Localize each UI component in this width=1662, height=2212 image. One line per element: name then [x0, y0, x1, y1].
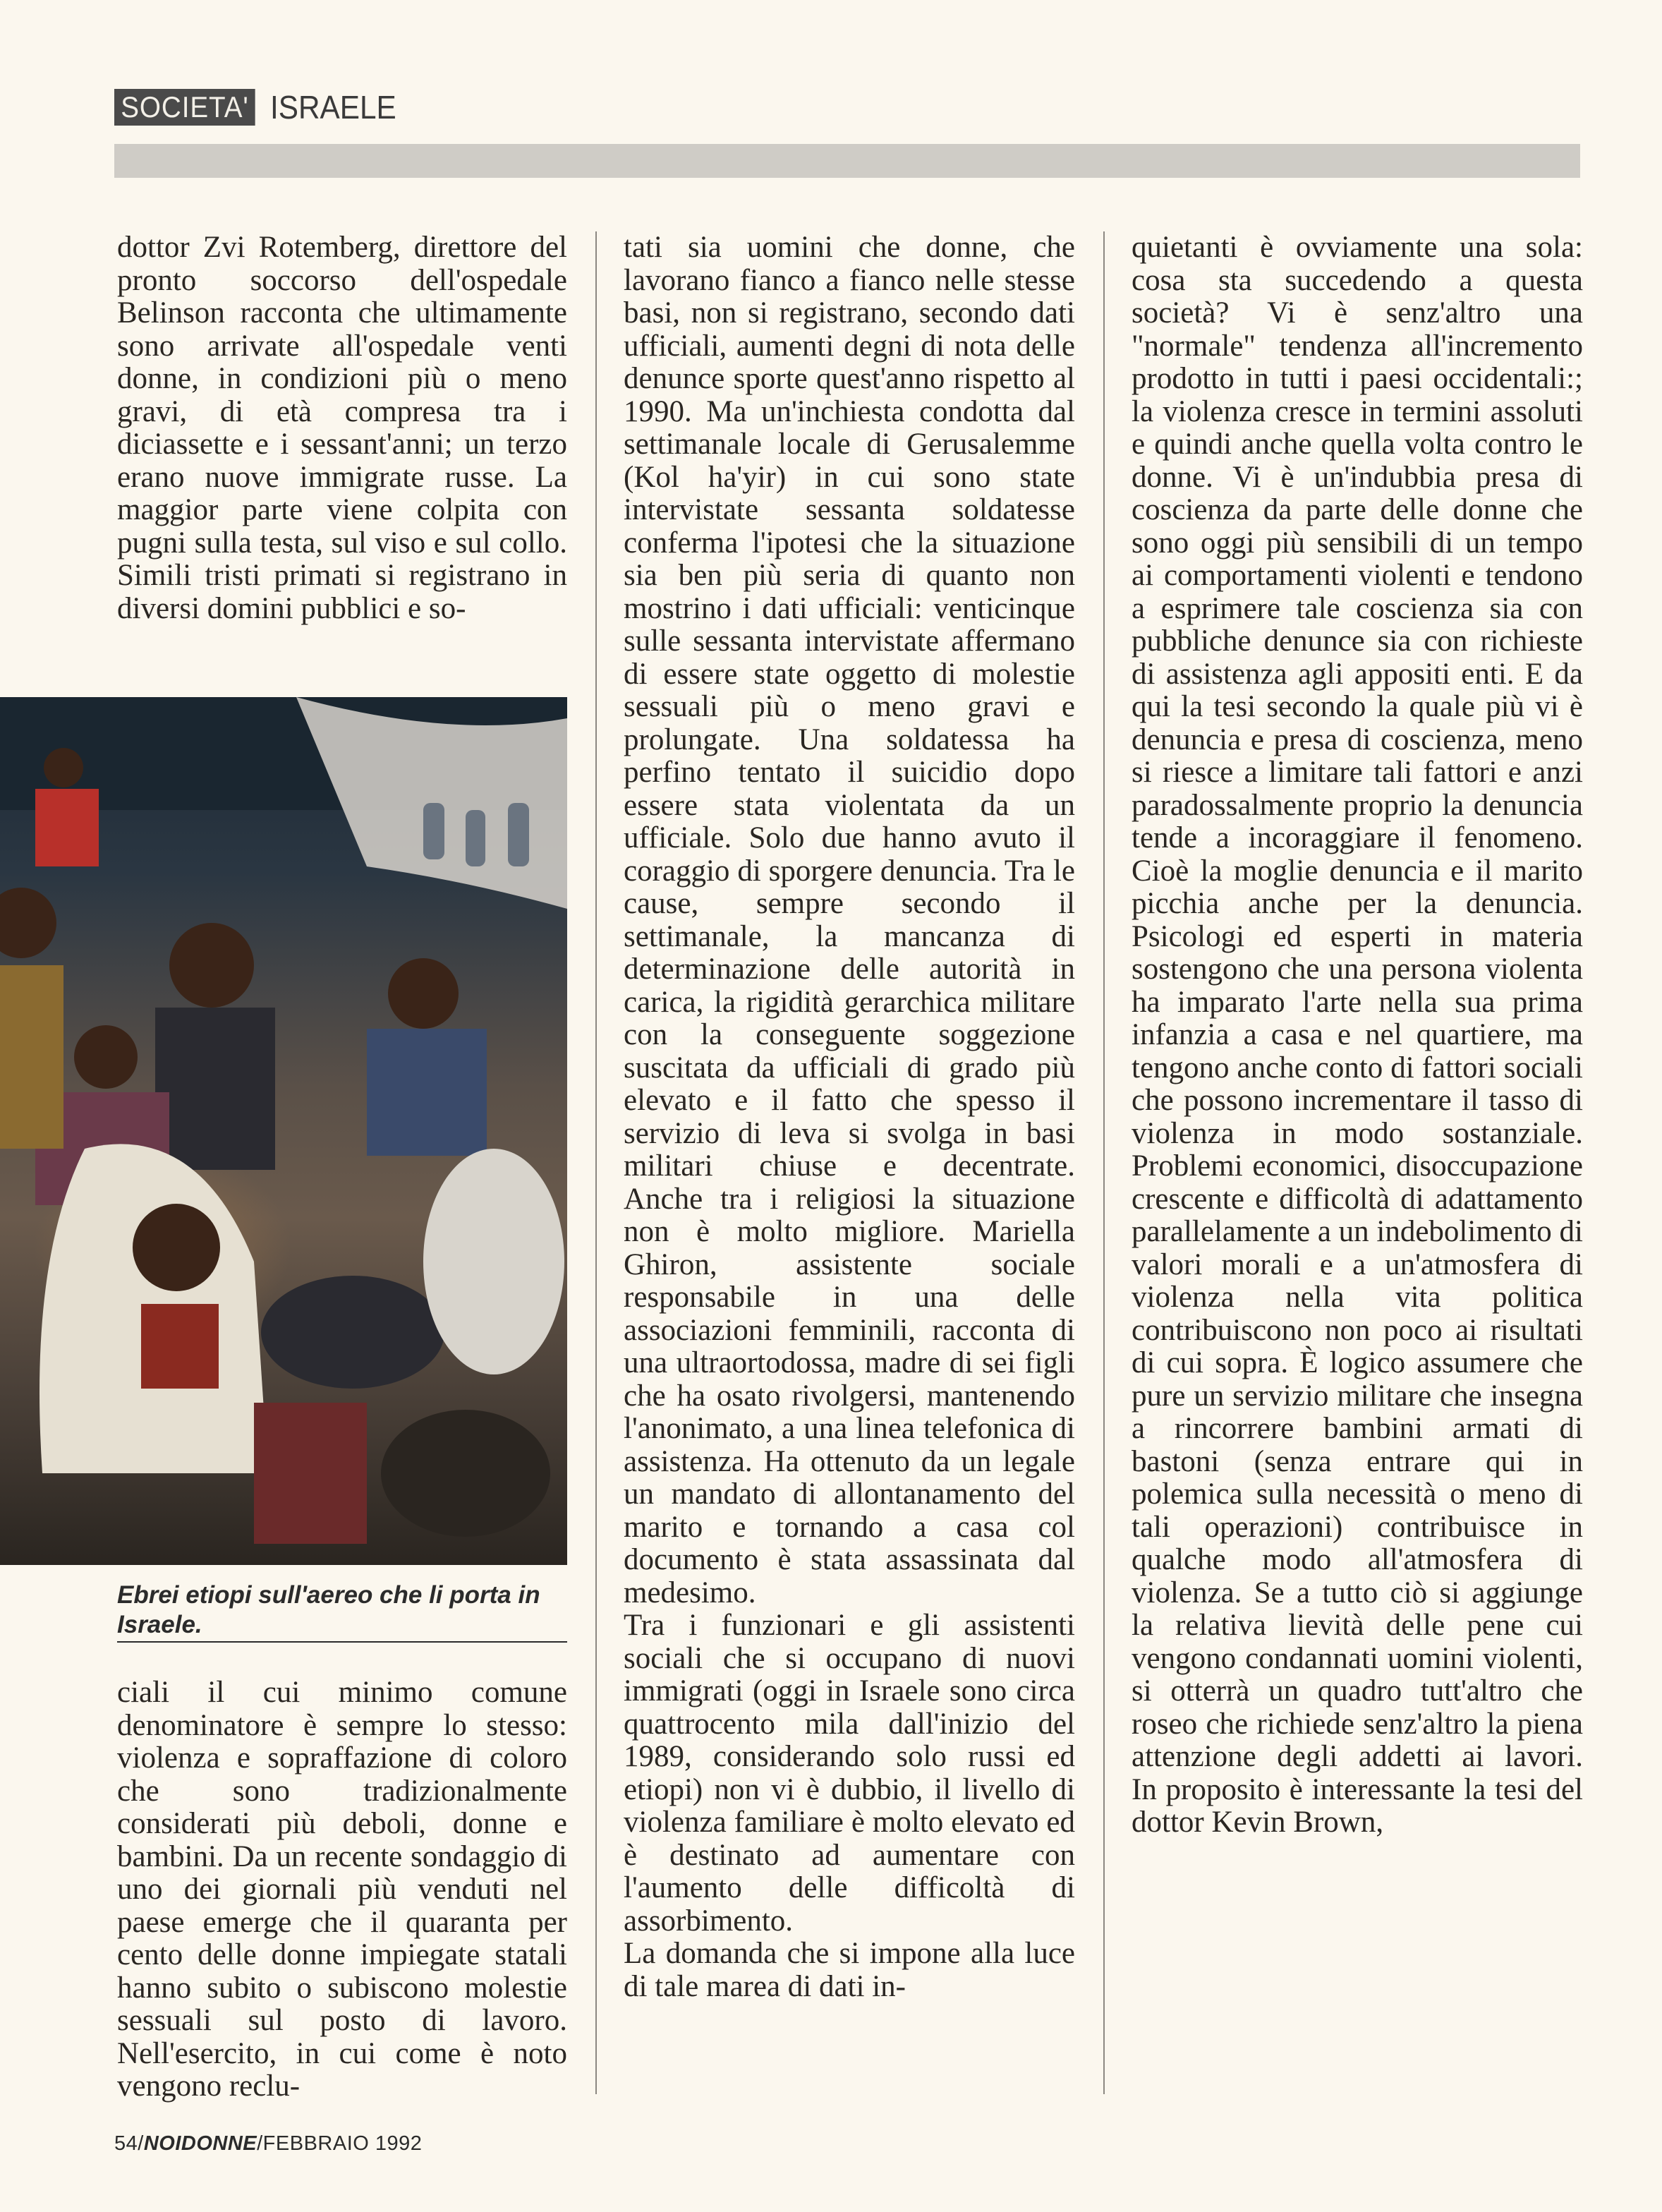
header-rule-bar	[114, 144, 1580, 178]
paragraph: tati sia uomini che donne, che lavorano fianco a fianco nelle stesse basi, non si registrano, secondo dati ufficiali, aumenti degni di nota delle denunce sporte quest'anno rispetto al 1990. Ma un'inchiesta condotta dal settimanale locale di Gerusalemme (Kol ha'yir) in cui sono state intervistate sessanta soldatesse conferma l'ipotesi che la situazione sia ben più seria di quanto non mostrino i dati ufficiali: venticinque sulle sessanta intervistate affermano di essere state oggetto di molestie sessuali più o meno gravi e prolungate. Una soldatessa ha perfino tentato il suicidio dopo essere stata violentata da un ufficiale. Solo due hanno avuto il coraggio di sporgere denuncia. Tra le cause, sempre secondo il settimanale, la mancanza di determinazione delle autorità in carica, la rigidità gerarchica militare con la conseguente soggezione suscitata da ufficiali di grado più elevato e il fatto che spesso il servizio di leva si svolga in basi militari chiuse e decentrate.	[624, 231, 1075, 1183]
photo-caption: Ebrei etiopi sull'aereo che li porta in Israele.	[117, 1581, 540, 1638]
paragraph: La domanda che si impone alla luce di tale marea di dati in-	[624, 1937, 1075, 2003]
photo-illustration	[0, 697, 567, 1565]
section-tag: SOCIETA'	[114, 89, 255, 126]
section-title: ISRAELE	[270, 89, 397, 126]
paragraph: ciali il cui minimo comune denominatore è sempre lo stesso: violenza e sopraffazione di coloro che sono tradizionalmente considerati più deboli, donne e bambini. Da un recente sondaggio di uno dei giornali più venduti nel paese emerge che il quaranta per cento delle donne impiegate statali hanno subito o subiscono molestie sessuali sul posto di lavoro. Nell'esercito, in cui come è noto vengono reclu-	[117, 1676, 567, 2103]
section-header	[114, 89, 408, 126]
page-number: 54/	[114, 2132, 144, 2155]
paragraph: quietanti è ovviamente una sola: cosa sta succedendo a questa società? Vi è senz'altro una "normale" tendenza all'incremento prodotto in tutti i paesi occidentali:; la violenza cresce in termini assoluti e quindi anche quella volta contro le donne. Vi è un'indubbia presa di coscienza da parte delle donne che sono oggi più sensibili di un tempo ai comportamenti violenti e tendono a esprimere tale coscienza sia con pubbliche denunce sia con richieste di assistenza agli appositi enti. E da qui la tesi secondo la quale più vi è denuncia e presa di coscienza, meno si riesce a limitare tali fattori e anzi paradossalmente proprio la denuncia tende a incoraggiare il fenomeno. Cioè la moglie denuncia e il marito picchia anche per la denuncia.	[1132, 231, 1583, 920]
paragraph: Tra i funzionari e gli assistenti sociali che si occupano di nuovi immigrati (oggi in Israele sono circa quattrocento mila dall'inizio del 1989, considerando solo russi ed etiopi) non vi è dubbio, il livello di violenza familiare è molto elevato ed è destinato ad aumentare con l'aumento delle difficoltà di assorbimento.	[624, 1609, 1075, 1938]
page-footer	[114, 2132, 422, 2156]
issue-date: /FEBBRAIO 1992	[257, 2132, 423, 2155]
column-divider	[1103, 231, 1105, 2094]
paragraph: dottor Zvi Rotemberg, direttore del pronto soccorso dell'ospedale Belinson racconta che ultimamente sono arrivate all'ospedale venti donne, in condizioni più o meno gravi, di età compresa tra i diciassette e i sessant'anni; un terzo erano nuove immigrate russe. La maggior parte viene colpita con pugni sulla testa, sul viso e sul collo.	[117, 231, 567, 560]
paragraph: In proposito è interessante la tesi del dottor Kevin Brown,	[1132, 1772, 1583, 1839]
caption-rule	[117, 1641, 567, 1643]
article-column-2	[624, 231, 1075, 2003]
article-column-3	[1132, 231, 1583, 1839]
paragraph: Simili tristi primati si registrano in diversi domini pubblici e so-	[117, 559, 567, 625]
article-column-1-top	[117, 231, 567, 625]
magazine-name: NOIDONNE	[143, 2132, 257, 2155]
article-column-1-bottom	[117, 1676, 567, 2103]
column-divider	[595, 231, 597, 2094]
paragraph: Anche tra i religiosi la situazione non è molto migliore. Mariella Ghiron, assistente sociale responsabile in una delle associazioni femminili, racconta di una ultraortodossa, madre di sei figli che ha osato rivolgersi, mantenendo l'anonimato, a una linea telefonica di assistenza. Ha ottenuto da un legale un mandato di allontanamento del marito e tornando a casa col documento è stata assassinata dal medesimo.	[624, 1182, 1075, 1609]
paragraph: Psicologi ed esperti in materia sostengono che una persona violenta ha imparato l'arte nella sua prima infanzia a casa e nel quartiere, ma tengono anche conto di fattori sociali che possono incrementare il tasso di violenza in modo sostanziale. Problemi economici, disoccupazione crescente e difficoltà di adattamento parallelamente a un indebolimento di valori morali e a un'atmosfera di violenza nella vita politica contribuiscono non poco ai risultati di cui sopra. È logico assumere che pure un servizio militare che insegna a rincorrere bambini armati di bastoni (senza entrare qui in polemica sulla necessità o meno di tali operazioni) contribuisce in qualche modo all'atmosfera di violenza. Se a tutto ciò si aggiunge la relativa lievità delle pene cui vengono condannati uomini violenti, si otterrà un quadro tutt'altro che roseo che richiede senz'altro la piena attenzione degli addetti ai lavori.	[1132, 919, 1584, 1773]
article-photo	[0, 697, 567, 1565]
